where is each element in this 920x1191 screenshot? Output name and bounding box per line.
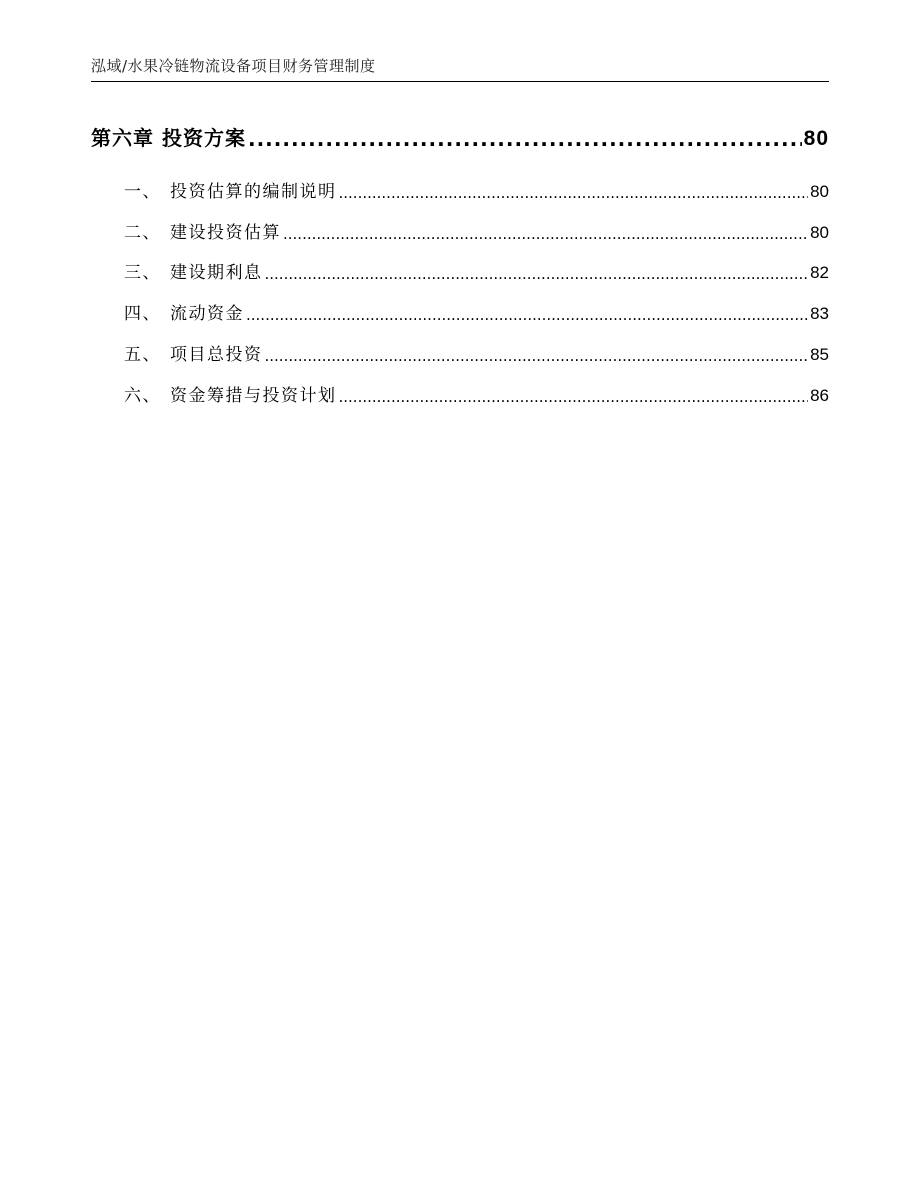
toc-leader-dots <box>265 265 809 283</box>
toc-section-number: 六、 <box>124 386 161 406</box>
toc-section-label <box>124 258 263 283</box>
toc-chapter-entry[interactable] <box>91 122 829 151</box>
toc-section-title: 投资估算的编制说明 <box>170 182 337 202</box>
toc-section-number: 三、 <box>124 263 161 283</box>
toc-section-entry[interactable] <box>124 218 829 243</box>
toc-leader-dots <box>339 184 809 202</box>
toc-section-page: 85 <box>810 345 829 364</box>
toc-section-number: 四、 <box>124 304 161 324</box>
toc-section-number: 一、 <box>124 182 161 202</box>
toc-section-title: 建设期利息 <box>170 263 263 283</box>
toc-section-title: 资金筹措与投资计划 <box>170 386 337 406</box>
toc-section-page: 80 <box>810 182 829 201</box>
toc-leader-dots <box>248 127 802 151</box>
toc-chapter-page: 80 <box>803 127 829 150</box>
toc-section-page: 83 <box>810 304 829 323</box>
toc-section-label <box>124 381 337 406</box>
toc-chapter-label: 第六章 投资方案 <box>91 126 246 150</box>
toc-section-entry[interactable] <box>124 340 829 365</box>
running-header: 泓域/水果冷链物流设备项目财务管理制度 <box>91 57 376 75</box>
toc-leader-dots <box>283 225 808 243</box>
toc-section-label <box>124 177 337 202</box>
toc-section-number: 二、 <box>124 223 161 243</box>
toc-section-title: 建设投资估算 <box>170 223 281 243</box>
toc-section-page: 82 <box>810 263 829 282</box>
toc-section-entry[interactable] <box>124 381 829 406</box>
toc-section-title: 项目总投资 <box>170 345 263 365</box>
header-rule <box>91 81 829 82</box>
toc-leader-dots <box>246 306 808 324</box>
toc-section-label <box>124 299 244 324</box>
toc-leader-dots <box>265 347 809 365</box>
toc-section-entry[interactable] <box>124 258 829 283</box>
toc-section-page: 86 <box>810 386 829 405</box>
toc-section-title: 流动资金 <box>170 304 244 324</box>
toc-section-label <box>124 340 263 365</box>
toc-section-page: 80 <box>810 223 829 242</box>
toc-section-entry[interactable] <box>124 177 829 202</box>
toc-section-number: 五、 <box>124 345 161 365</box>
toc-section-entry[interactable] <box>124 299 829 324</box>
toc-leader-dots <box>339 388 809 406</box>
toc-section-label <box>124 218 281 243</box>
